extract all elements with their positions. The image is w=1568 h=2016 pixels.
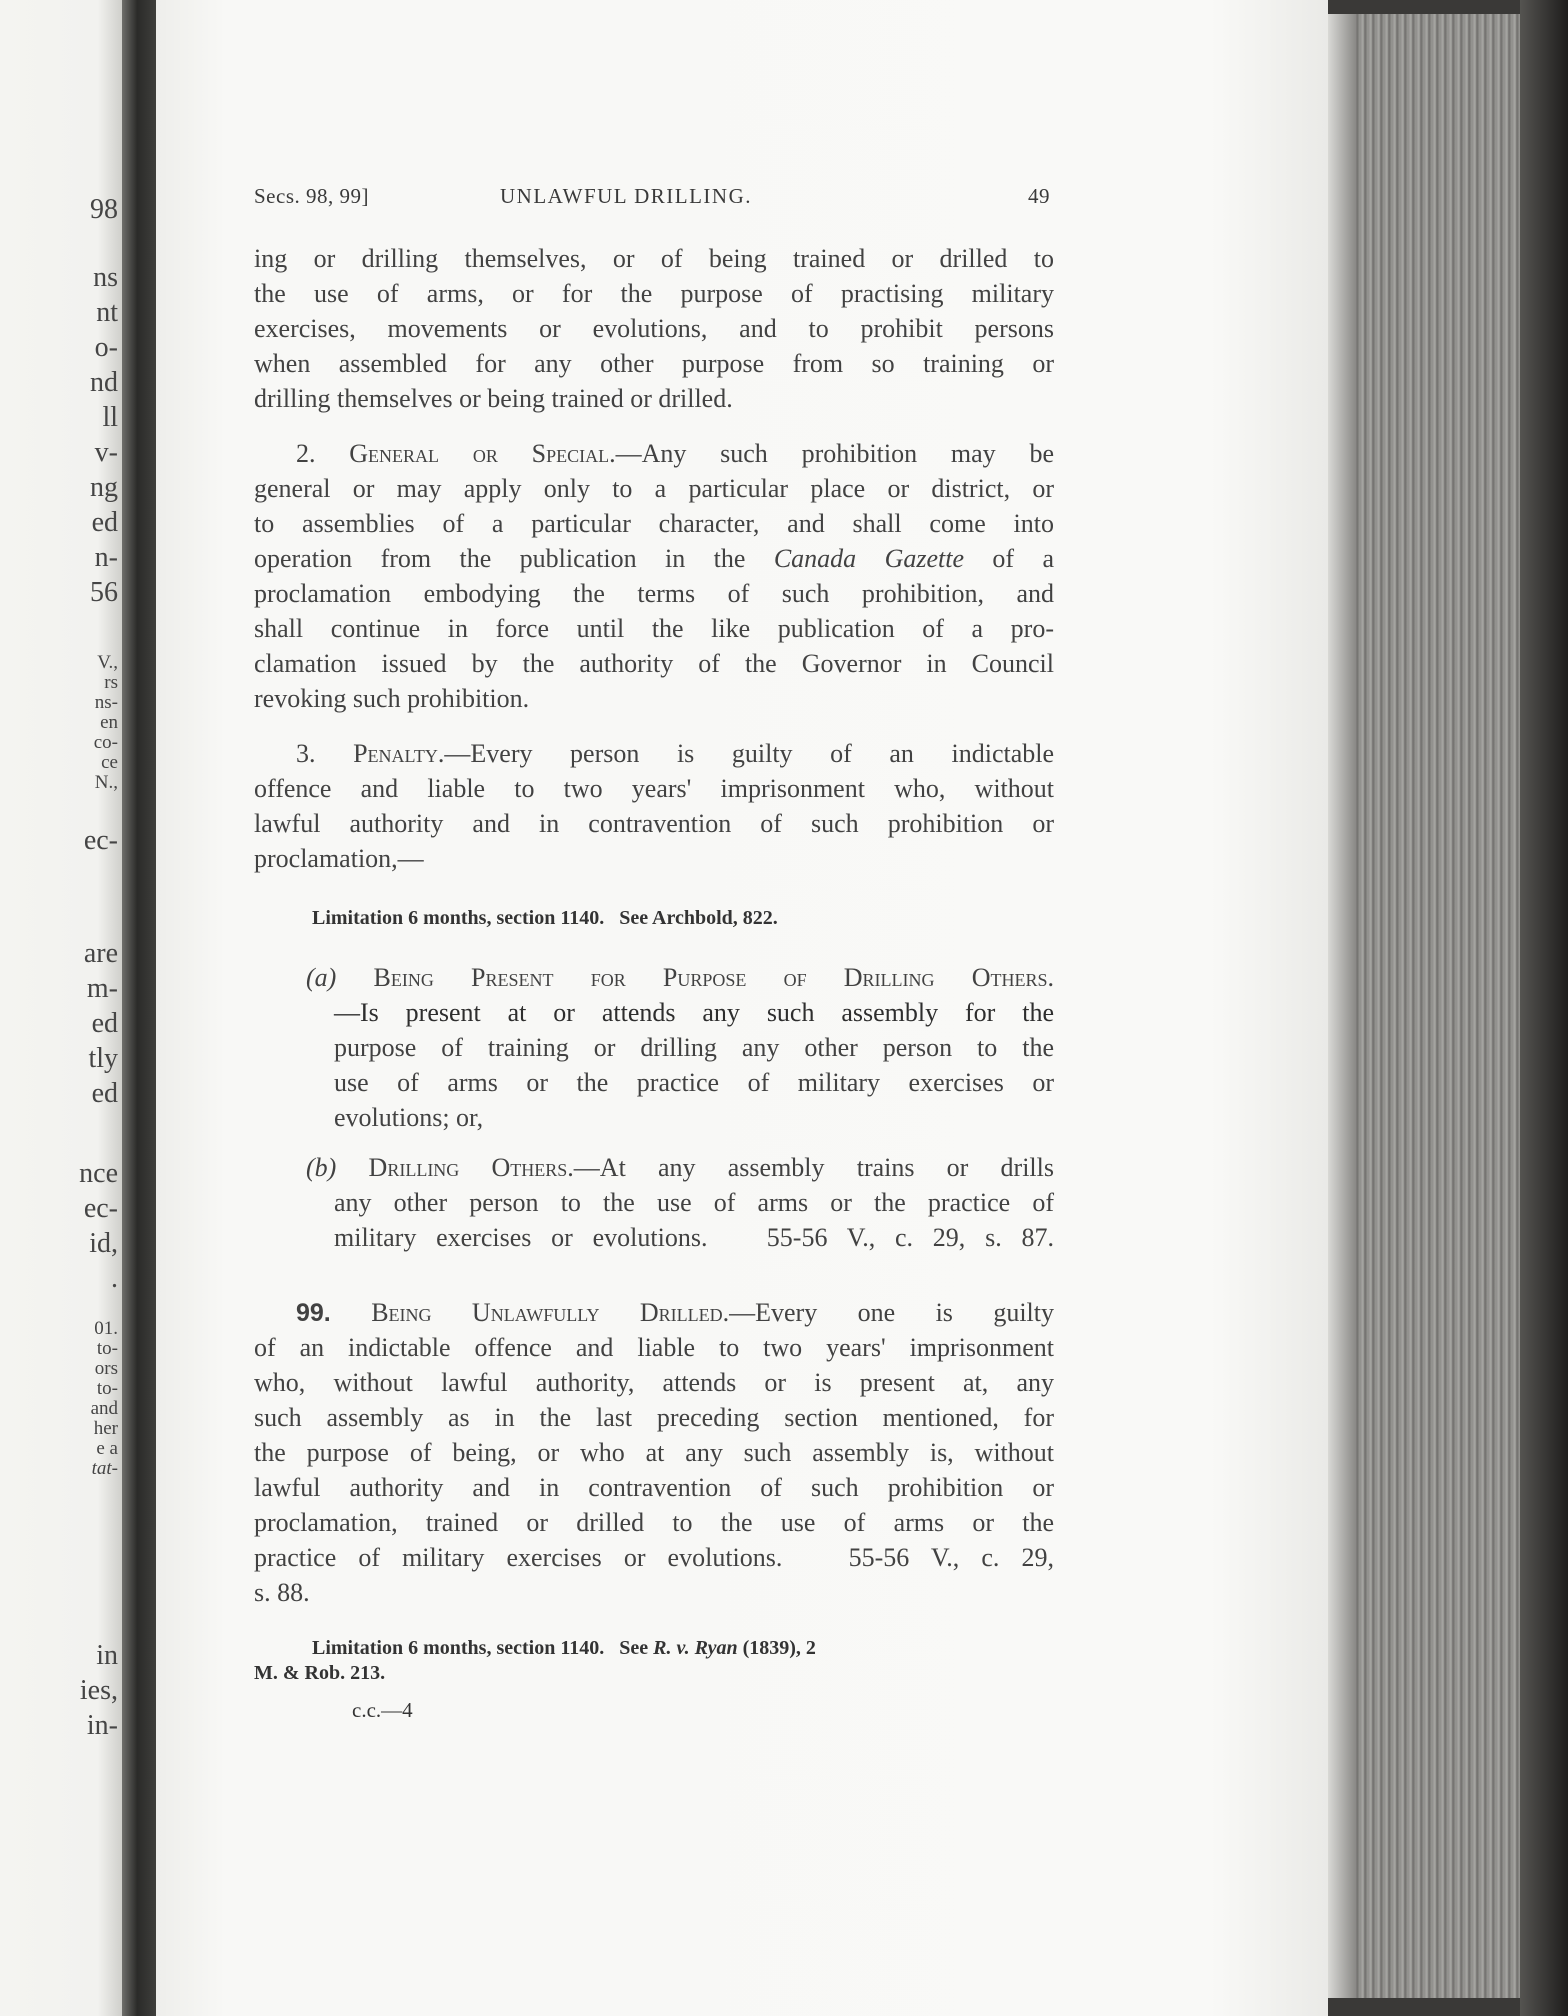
clause-a-heading: Being Present for Purpose of Drilling Others.	[373, 963, 1055, 992]
para3-line-1	[296, 739, 1054, 769]
sec99-line-2: of an indictable offence and liable to two years' imprisonment	[254, 1333, 1054, 1362]
left-page-fragment: o-	[94, 332, 118, 363]
left-page-fragment: co-	[93, 732, 118, 753]
left-page-fragment: m-	[86, 973, 118, 1004]
signature-mark: c.c.—4	[352, 1698, 413, 1722]
left-page-fragment: id,	[89, 1228, 118, 1259]
left-page-fragment: nce	[79, 1158, 118, 1189]
left-page-fragment: tly	[88, 1043, 118, 1074]
left-page-fragment: ng	[90, 472, 118, 503]
page-edge-shadow	[1328, 0, 1356, 2016]
running-title: UNLAWFUL DRILLING.	[500, 184, 753, 208]
clause-b-line-3: military exercises or evolutions. 55-56 V., c. 29, s. 87.	[334, 1223, 1054, 1252]
sec99-number: 99.	[296, 1299, 331, 1327]
para1-line-5: drilling themselves or being trained or drilled.	[254, 384, 733, 413]
left-page-fragment: ll	[102, 402, 118, 433]
left-page-fragment: are	[83, 938, 118, 969]
left-page-fragment: and	[90, 1398, 118, 1419]
left-page-fragment: V.,	[97, 652, 118, 673]
para2-line-7: clamation issued by the authority of the Governor in Council	[254, 649, 1054, 678]
note2-start: Limitation 6 months, section 1140. See	[312, 1637, 654, 1659]
left-page-fragment: ed	[91, 1078, 118, 1109]
sec99-line-8: practice of military exercises or evolutions. 55-56 V., c. 29,	[254, 1543, 1054, 1572]
background-right	[1520, 0, 1568, 2016]
sec99-line-9: s. 88.	[254, 1578, 310, 1607]
sec99-line-5: the purpose of being, or who at any such assembly is, without	[254, 1438, 1054, 1467]
limitation-note-2-line-2: M. & Rob. 213.	[254, 1662, 386, 1684]
sec99-line-1	[296, 1298, 1054, 1328]
sec99-line-7: proclamation, trained or drilled to the use of arms or the	[254, 1508, 1054, 1537]
left-facing-page	[0, 0, 122, 2016]
para3-line-4: proclamation,—	[254, 844, 424, 873]
section-reference: Secs. 98, 99]	[254, 184, 369, 208]
left-page-fragment: ns-	[94, 692, 118, 713]
para2-line4-end: of a	[964, 544, 1055, 573]
left-page-fragment: rs	[104, 672, 118, 693]
left-page-fragment: e a	[96, 1438, 118, 1459]
left-page-fragment: ns	[93, 262, 118, 293]
para2-line-8: revoking such prohibition.	[254, 684, 530, 713]
left-page-fragment: 01.	[94, 1318, 118, 1339]
clause-b-label: (b)	[306, 1153, 337, 1182]
left-page-fragment: en	[100, 712, 118, 733]
left-page-fragment: nt	[96, 297, 118, 328]
clause-a-line-2: —Is present at or attends any such assembly for the	[334, 998, 1054, 1027]
sec99-line-4: such assembly as in the last preceding section mentioned, for	[254, 1403, 1054, 1432]
para2-line-5: proclamation embodying the terms of such prohibition, and	[254, 579, 1054, 608]
para3-heading: Penalty.	[353, 739, 445, 768]
left-page-fragment: n-	[94, 542, 118, 573]
page-number: 49	[1028, 184, 1050, 208]
para3-number: 3.	[296, 739, 316, 768]
para2-line-4	[254, 544, 1054, 574]
left-page-fragment: ec-	[83, 1193, 118, 1224]
left-page-fragment: to-	[96, 1378, 118, 1399]
para2-line-2: general or may apply only to a particular place or district, or	[254, 474, 1054, 503]
para2-line4-start: operation from the publication in the	[254, 544, 774, 573]
clause-b-line-1	[306, 1153, 1054, 1183]
para2-first-line: —Any such prohibition may be	[615, 439, 1054, 468]
para2-line-6: shall continue in force until the like publication of a pro-	[254, 614, 1054, 643]
left-page-fragment: to-	[96, 1338, 118, 1359]
left-page-fragment: in	[96, 1640, 118, 1671]
left-page-fragment: in-	[86, 1710, 118, 1741]
left-page-fragment: her	[93, 1418, 118, 1439]
left-page-fragment: nd	[90, 367, 118, 398]
para1-line-2: the use of arms, or for the purpose of practising military	[254, 279, 1054, 308]
note2-end: (1839), 2	[737, 1637, 816, 1659]
para2-line-3: to assemblies of a particular character, and shall come into	[254, 509, 1054, 538]
left-page-fragment: .	[111, 1263, 118, 1294]
left-page-fragment: N.,	[94, 772, 118, 793]
sec99-heading: Being Unlawfully Drilled.	[371, 1298, 730, 1327]
para3-first-line: —Every person is guilty of an indictable	[444, 739, 1055, 768]
para1-line-3: exercises, movements or evolutions, and to prohibit persons	[254, 314, 1054, 343]
para3-line-3: lawful authority and in contravention of such prohibition or	[254, 809, 1054, 838]
case-name: R. v. Ryan	[653, 1637, 738, 1659]
clause-b-first-line: —At any assembly trains or drills	[573, 1153, 1054, 1182]
left-page-fragment: ed	[91, 507, 118, 538]
sec99-first-line: —Every one is guilty	[729, 1298, 1054, 1327]
clause-b-heading: Drilling Others.	[368, 1153, 574, 1182]
left-page-fragment: v-	[94, 437, 118, 468]
left-page-fragment: 98	[90, 194, 118, 225]
sec99-line-3: who, without lawful authority, attends or is present at, any	[254, 1368, 1054, 1397]
para3-line-2: offence and liable to two years' imprisonment who, without	[254, 774, 1054, 803]
left-page-fragment: ors	[94, 1358, 118, 1379]
clause-a-line-4: use of arms or the practice of military exercises or	[334, 1068, 1054, 1097]
left-page-fragment: ed	[91, 1008, 118, 1039]
sec99-line-6: lawful authority and in contravention of such prohibition or	[254, 1473, 1054, 1502]
limitation-note-2	[312, 1637, 816, 1660]
book-gutter	[122, 0, 156, 2016]
para1-line-4: when assembled for any other purpose from so training or	[254, 349, 1054, 378]
para2-number: 2.	[296, 439, 316, 468]
left-page-fragment: ies,	[79, 1675, 118, 1706]
left-page-fragment: tat-	[91, 1458, 118, 1479]
clause-a-line-1	[306, 963, 1054, 993]
gazette-title: Canada Gazette	[773, 544, 965, 573]
para2-line-1	[296, 439, 1054, 469]
para2-heading: General or Special.	[349, 439, 616, 468]
clause-a-label: (a)	[306, 963, 337, 992]
para1-line-1: ing or drilling themselves, or of being trained or drilled to	[254, 244, 1054, 273]
left-page-fragment: ce	[101, 752, 118, 773]
left-page-fragment: 56	[90, 577, 118, 608]
clause-b-line-2: any other person to the use of arms or the practice of	[334, 1188, 1054, 1217]
clause-a-line-5: evolutions; or,	[334, 1103, 484, 1132]
left-page-fragment: ec-	[83, 825, 118, 856]
limitation-note-1: Limitation 6 months, section 1140. See Archbold, 822.	[312, 907, 778, 929]
clause-a-line-3: purpose of training or drilling any other person to the	[334, 1033, 1054, 1062]
